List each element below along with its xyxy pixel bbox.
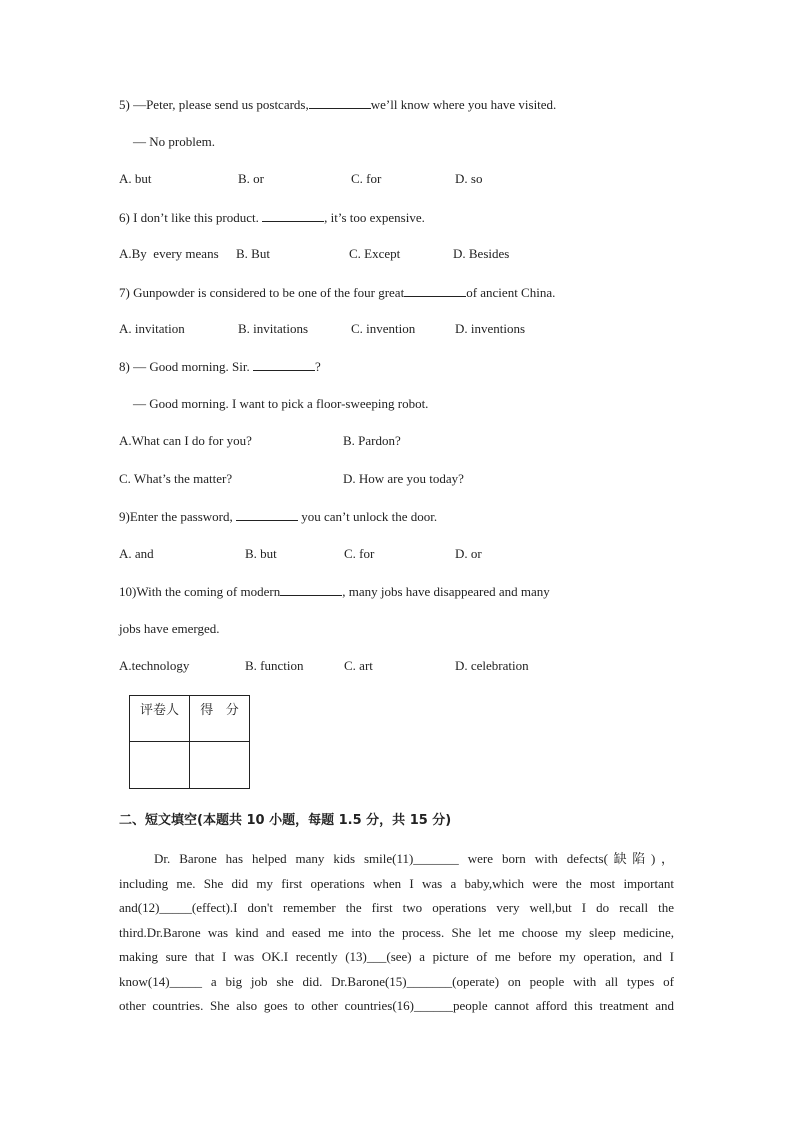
q6-option-b[interactable]: B. But: [236, 246, 270, 261]
q7-option-b[interactable]: B. invitations: [238, 321, 309, 336]
q9-stem-a: 9)Enter the password,: [119, 509, 236, 524]
q5-option-d[interactable]: D. so: [455, 171, 483, 186]
q10-option-d[interactable]: D. celebration: [455, 658, 529, 673]
answer-blank[interactable]: [404, 284, 466, 297]
q5-option-c[interactable]: C. for: [351, 171, 382, 186]
q10-option-b[interactable]: B. function: [245, 658, 304, 673]
passage-line: other countries. She also goes to other countries(16)______people cannot afford this treatment and: [119, 998, 674, 1013]
answer-blank[interactable]: [280, 583, 342, 596]
q6-stem: [119, 209, 425, 226]
q9-option-b[interactable]: B. but: [245, 546, 277, 561]
q10-stem: [119, 583, 550, 600]
score-table: [129, 695, 250, 789]
q5-stem: [119, 96, 556, 113]
q5-option-a[interactable]: A. but: [119, 171, 152, 186]
q8-stem-a: 8) — Good morning. Sir.: [119, 359, 253, 374]
q8-reply: — Good morning. I want to pick a floor-sweeping robot.: [133, 396, 429, 411]
q5-stem-a: 5) —Peter, please send us postcards,: [119, 97, 309, 112]
q6-option-d[interactable]: D. Besides: [453, 246, 510, 261]
q9-stem: [119, 508, 437, 525]
q6-option-c[interactable]: C. Except: [349, 246, 401, 261]
q8-option-b[interactable]: B. Pardon?: [343, 433, 401, 448]
answer-blank[interactable]: [236, 508, 298, 521]
q7-option-a[interactable]: A. invitation: [119, 321, 185, 336]
q8-stem: [119, 358, 321, 375]
q10-stem-line2: jobs have emerged.: [119, 621, 220, 636]
q8-option-c[interactable]: C. What’s the matter?: [119, 471, 233, 486]
q8-stem-b: ?: [314, 359, 321, 374]
passage-line: including me. She did my first operations when I was a baby,which were the most important: [119, 875, 674, 891]
q6-option-a[interactable]: A.By every means: [119, 246, 219, 261]
cloze-passage: [119, 847, 674, 1019]
q7-option-c[interactable]: C. invention: [351, 321, 416, 336]
q9-stem-b: you can’t unlock the door.: [297, 509, 438, 524]
q7-option-d[interactable]: D. inventions: [455, 321, 526, 336]
q9-option-c[interactable]: C. for: [344, 546, 375, 561]
q10-stem-b: , many jobs have disappeared and many: [342, 584, 550, 599]
q8-option-a[interactable]: A.What can I do for you?: [119, 433, 252, 448]
q5-stem-b: we’ll know where you have visited.: [370, 97, 557, 112]
q9-option-d[interactable]: D. or: [455, 546, 482, 561]
score-cell[interactable]: [190, 742, 250, 789]
grader-cell[interactable]: [130, 742, 190, 789]
q5-option-b[interactable]: B. or: [238, 171, 264, 186]
q7-stem-b: of ancient China.: [466, 285, 556, 300]
section-heading: 二、短文填空(本题共 10 小题，每题 1.5 分，共 15 分): [119, 813, 452, 828]
q6-stem-b: , it’s too expensive.: [324, 210, 425, 225]
q10-stem-a: 10)With the coming of modern: [119, 584, 281, 599]
q7-stem: [119, 284, 555, 301]
q9-option-a[interactable]: A. and: [119, 546, 154, 561]
grader-header: 评卷人: [130, 696, 190, 742]
q10-option-c[interactable]: C. art: [344, 658, 373, 673]
score-header: 得 分: [190, 696, 250, 742]
q7-stem-a: 7) Gunpowder is considered to be one of the four great: [119, 285, 405, 300]
q5-reply: — No problem.: [133, 134, 215, 149]
answer-blank[interactable]: [309, 96, 371, 109]
passage-line: making sure that I was OK.I recently (13)___(see) a picture of me before my operation, and I: [119, 949, 674, 964]
passage-line: and(12)_____(effect).I don't remember the first two operations very well,but I do recall the: [119, 900, 674, 915]
passage-line: third.Dr.Barone was kind and eased me into the process. She let me choose my sleep medicine,: [119, 924, 674, 940]
q10-option-a[interactable]: A.technology: [119, 658, 190, 673]
passage-line: know(14)_____ a big job she did. Dr.Barone(15)_______(operate) on people with all types of: [119, 973, 674, 989]
passage-line: Dr. Barone has helped many kids smile(11)_______ were born with defects(缺陷)，: [154, 851, 674, 866]
q8-option-d[interactable]: D. How are you today?: [343, 471, 464, 486]
answer-blank[interactable]: [262, 209, 324, 222]
q6-stem-a: 6) I don’t like this product.: [119, 210, 263, 225]
answer-blank[interactable]: [253, 358, 315, 371]
